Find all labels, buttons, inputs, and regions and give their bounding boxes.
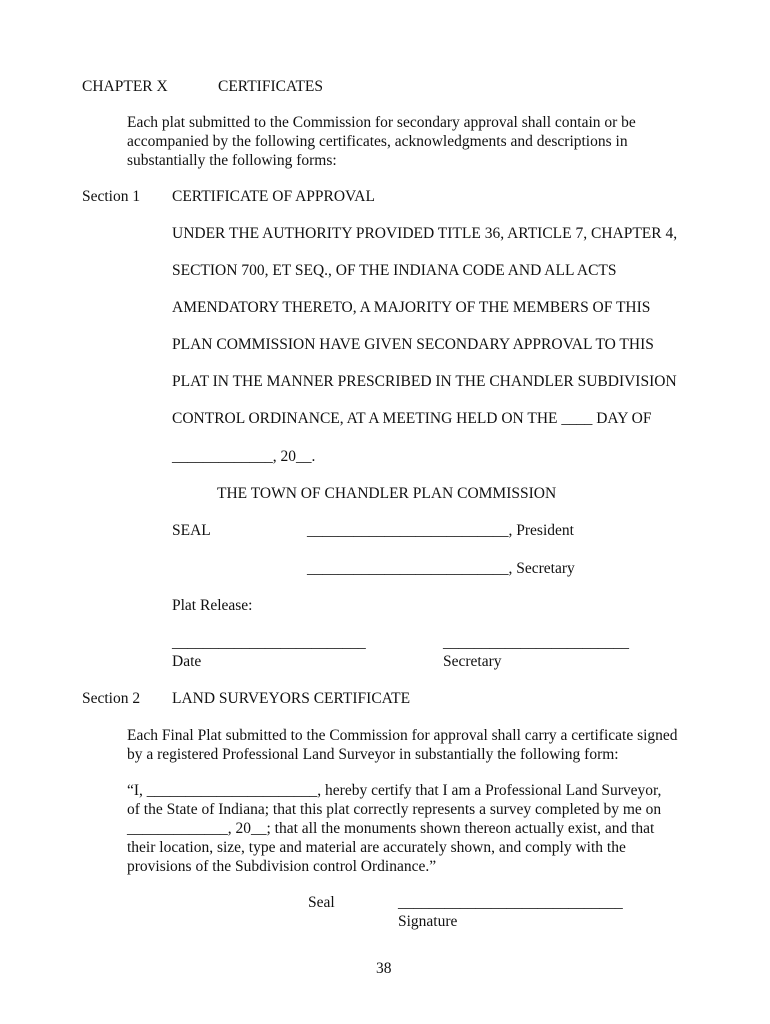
section1-body-line: CONTROL ORDINANCE, AT A MEETING HELD ON THE ____ DAY OF: [172, 410, 652, 427]
section2-intro-line: by a registered Professional Land Surveyor in substantially the following form:: [127, 746, 619, 763]
chapter-title: CERTIFICATES: [218, 78, 323, 95]
chapter-number: CHAPTER X: [82, 78, 168, 95]
section2-title: LAND SURVEYORS CERTIFICATE: [172, 690, 411, 707]
secretary-signature-line: __________________________, Secretary: [307, 560, 575, 577]
surveyor-certificate-text: [127, 781, 661, 876]
intro-paragraph: [127, 113, 636, 170]
certificate-line: their location, size, type and material are accurately shown, and comply with the: [127, 839, 626, 856]
section1-body-line: PLAT IN THE MANNER PRESCRIBED IN THE CHANDLER SUBDIVISION: [172, 373, 677, 390]
surveyor-signature-line: _____________________________: [398, 894, 623, 911]
certificate-line: of the State of Indiana; that this plat correctly represents a survey completed by me on: [127, 801, 662, 818]
certificate-line: provisions of the Subdivision control Ordinance.”: [127, 858, 437, 875]
section1-title: CERTIFICATE OF APPROVAL: [172, 188, 375, 205]
president-signature-line: __________________________, President: [307, 522, 574, 539]
section1-body-line: _____________, 20__.: [172, 448, 316, 465]
intro-line: substantially the following forms:: [127, 152, 337, 169]
surveyor-seal-label: Seal: [308, 894, 335, 911]
section1-body-line: PLAN COMMISSION HAVE GIVEN SECONDARY APPROVAL TO THIS: [172, 336, 654, 353]
secretary-release-line: ________________________: [443, 634, 629, 651]
section1-body-line: UNDER THE AUTHORITY PROVIDED TITLE 36, ARTICLE 7, CHAPTER 4,: [172, 225, 678, 242]
seal-label: SEAL: [172, 522, 211, 539]
certificate-line: _____________, 20__; that all the monuments shown thereon actually exist, and that: [127, 820, 655, 837]
certificate-line: “I, ______________________, hereby certify that I am a Professional Land Surveyor,: [127, 782, 662, 799]
date-line: _________________________: [172, 634, 366, 651]
date-label: Date: [172, 653, 202, 670]
section2-intro-line: Each Final Plat submitted to the Commission for approval shall carry a certificate signed: [127, 727, 678, 744]
section2-label: Section 2: [82, 690, 141, 707]
intro-line: Each plat submitted to the Commission for secondary approval shall contain or be: [127, 114, 636, 131]
commission-name: THE TOWN OF CHANDLER PLAN COMMISSION: [217, 485, 557, 502]
page-number: 38: [376, 960, 392, 977]
secretary-release-label: Secretary: [443, 653, 502, 670]
section1-body-line: SECTION 700, ET SEQ., OF THE INDIANA CODE AND ALL ACTS: [172, 262, 617, 279]
section1-body-line: AMENDATORY THERETO, A MAJORITY OF THE MEMBERS OF THIS: [172, 299, 651, 316]
section2-intro: [127, 726, 678, 764]
surveyor-signature-label: Signature: [398, 913, 458, 930]
plat-release-label: Plat Release:: [172, 597, 253, 614]
intro-line: accompanied by the following certificates, acknowledgments and descriptions in: [127, 133, 628, 150]
section1-label: Section 1: [82, 188, 141, 205]
